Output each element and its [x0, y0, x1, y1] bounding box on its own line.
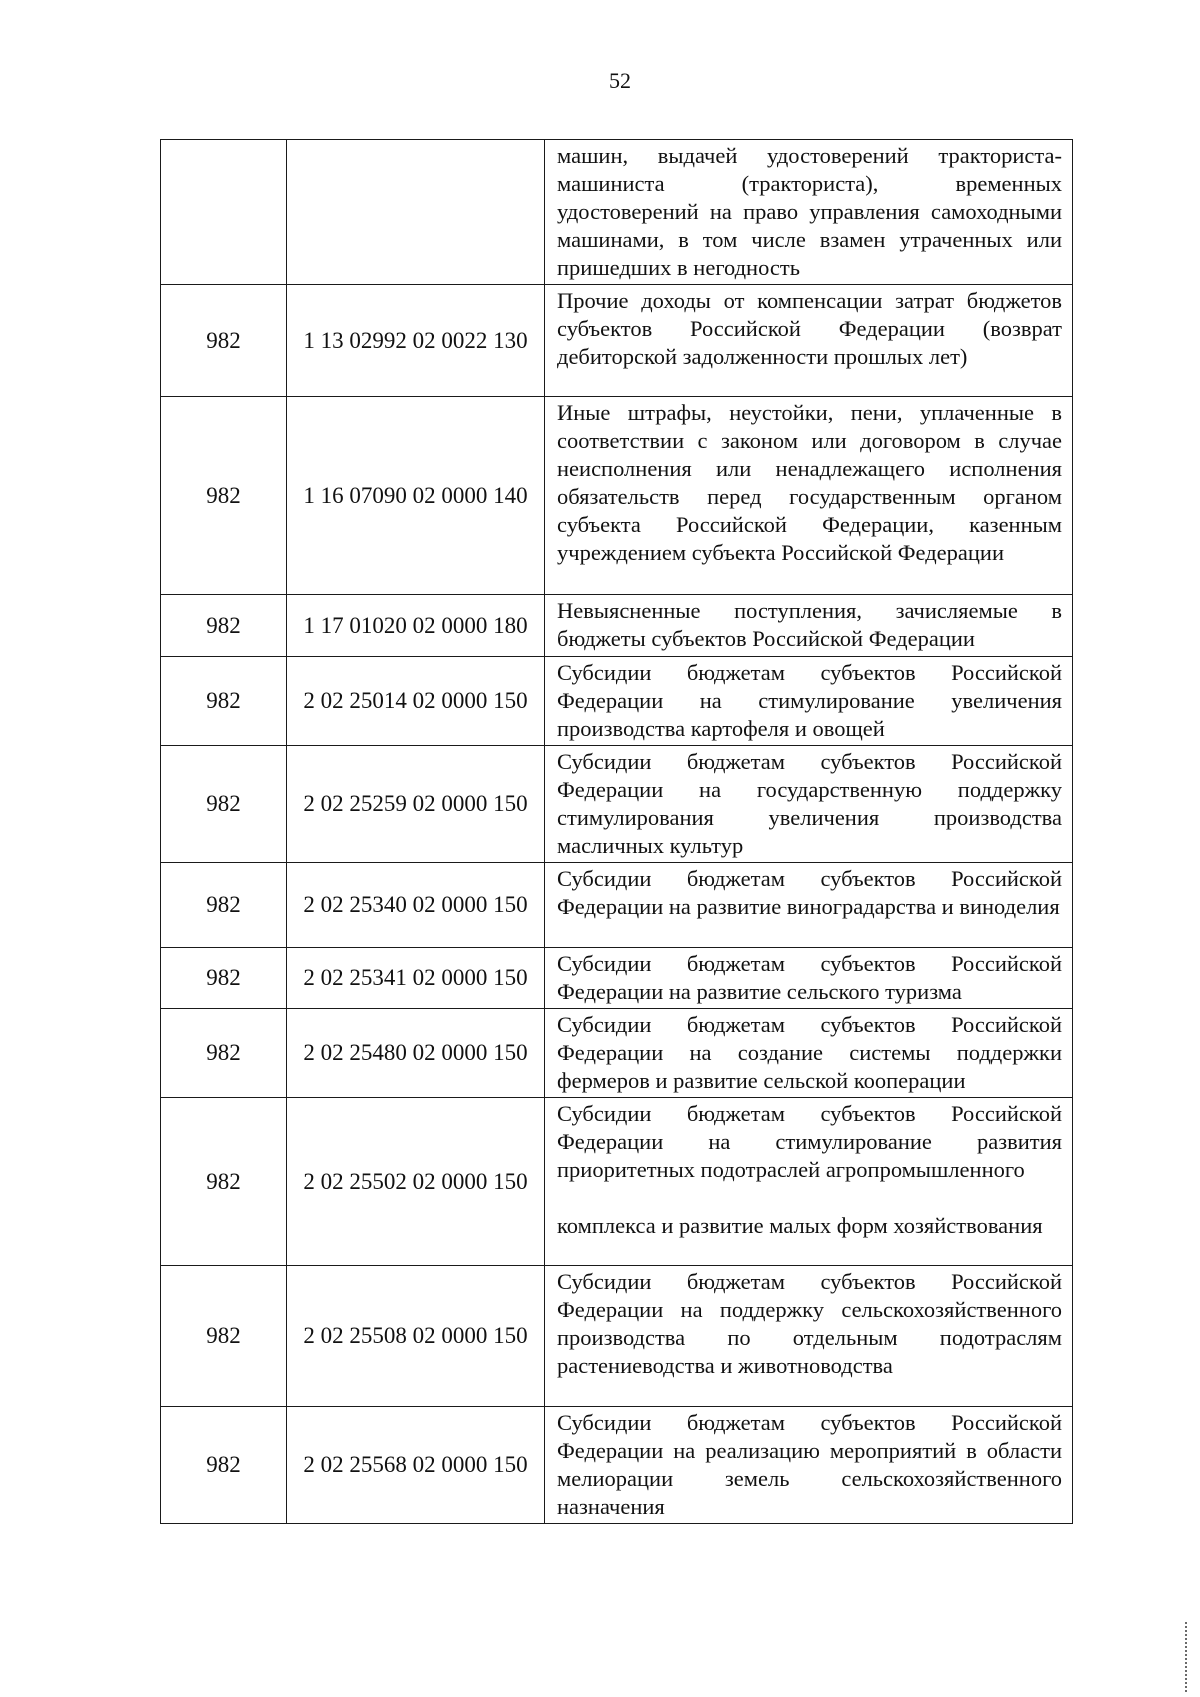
scan-edge-marks — [1185, 1622, 1190, 1692]
table-row — [161, 595, 1073, 657]
admin-code-cell: 982 — [161, 746, 287, 863]
revenue-name-cell: Невыясненные поступления, зачисляемые в бюджеты субъектов Российской Федерации — [545, 595, 1073, 657]
revenue-name-cell: Субсидии бюджетам субъектов Российской Федерации на развитие виноградарства и виноделия — [545, 863, 1073, 948]
revenue-name-cell: Субсидии бюджетам субъектов Российской Федерации на стимулирование увеличения производства картофеля и овощей — [545, 657, 1073, 746]
budget-code-cell: 2 02 25480 02 0000 150 — [287, 1009, 545, 1098]
admin-code-cell — [161, 140, 287, 285]
table-row — [161, 1098, 1073, 1266]
revenue-name-cell: Субсидии бюджетам субъектов Российской Федерации на реализацию мероприятий в области мелиорации земель сельскохозяйственного назначения — [545, 1407, 1073, 1524]
budget-revenue-table — [160, 139, 1073, 1524]
budget-code-cell: 1 17 01020 02 0000 180 — [287, 595, 545, 657]
admin-code-cell: 982 — [161, 397, 287, 595]
admin-code-cell: 982 — [161, 1407, 287, 1524]
admin-code-cell: 982 — [161, 1266, 287, 1407]
budget-code-cell: 2 02 25568 02 0000 150 — [287, 1407, 545, 1524]
budget-code-cell: 2 02 25502 02 0000 150 — [287, 1098, 545, 1266]
revenue-name-cell — [545, 1098, 1073, 1266]
admin-code-cell: 982 — [161, 657, 287, 746]
table-row — [161, 1407, 1073, 1524]
budget-code-cell: 2 02 25341 02 0000 150 — [287, 948, 545, 1009]
revenue-name-cell: Субсидии бюджетам субъектов Российской Федерации на развитие сельского туризма — [545, 948, 1073, 1009]
admin-code-cell: 982 — [161, 1009, 287, 1098]
table-row — [161, 657, 1073, 746]
table-row — [161, 285, 1073, 397]
revenue-name-cell: Иные штрафы, неустойки, пени, уплаченные в соответствии с законом или договором в случае неисполнения или ненадлежащего исполнения обязательств перед государственным органом субъекта Российской Федерации, казенным учреждением субъекта Российской Федерации — [545, 397, 1073, 595]
budget-code-cell: 1 16 07090 02 0000 140 — [287, 397, 545, 595]
revenue-name-cell: Субсидии бюджетам субъектов Российской Федерации на государственную поддержку стимулирования увеличения производства масличных культур — [545, 746, 1073, 863]
page-number: 52 — [609, 68, 631, 93]
revenue-name-cell: Прочие доходы от компенсации затрат бюджетов субъектов Российской Федерации (возврат дебиторской задолженности прошлых лет) — [545, 285, 1073, 397]
table-row — [161, 1009, 1073, 1098]
budget-code-cell: 2 02 25340 02 0000 150 — [287, 863, 545, 948]
budget-code-cell — [287, 140, 545, 285]
table-row — [161, 397, 1073, 595]
table-row — [161, 863, 1073, 948]
revenue-name-cell: Субсидии бюджетам субъектов Российской Федерации на поддержку сельскохозяйственного производства по отдельным подотраслям растениеводства и животноводства — [545, 1266, 1073, 1407]
admin-code-cell: 982 — [161, 285, 287, 397]
budget-code-cell: 2 02 25508 02 0000 150 — [287, 1266, 545, 1407]
budget-code-cell: 2 02 25259 02 0000 150 — [287, 746, 545, 863]
revenue-name-cell: машин, выдачей удостоверений тракториста-машиниста (тракториста), временных удостоверений на право управления самоходными машинами, в том числе взамен утраченных или пришедших в негодность — [545, 140, 1073, 285]
admin-code-cell: 982 — [161, 595, 287, 657]
revenue-name-continuation: комплекса и развитие малых форм хозяйствования — [557, 1213, 1043, 1238]
admin-code-cell: 982 — [161, 863, 287, 948]
table-row — [161, 1266, 1073, 1407]
budget-code-cell: 1 13 02992 02 0022 130 — [287, 285, 545, 397]
revenue-name-cell: Субсидии бюджетам субъектов Российской Федерации на создание системы поддержки фермеров и развитие сельской кооперации — [545, 1009, 1073, 1098]
table-row — [161, 140, 1073, 285]
table-row — [161, 948, 1073, 1009]
table-row — [161, 746, 1073, 863]
revenue-name-part: Субсидии бюджетам субъектов Российской Федерации на стимулирование развития приоритетных подотраслей агропромышленного — [557, 1101, 1062, 1182]
budget-code-cell: 2 02 25014 02 0000 150 — [287, 657, 545, 746]
admin-code-cell: 982 — [161, 1098, 287, 1266]
admin-code-cell: 982 — [161, 948, 287, 1009]
